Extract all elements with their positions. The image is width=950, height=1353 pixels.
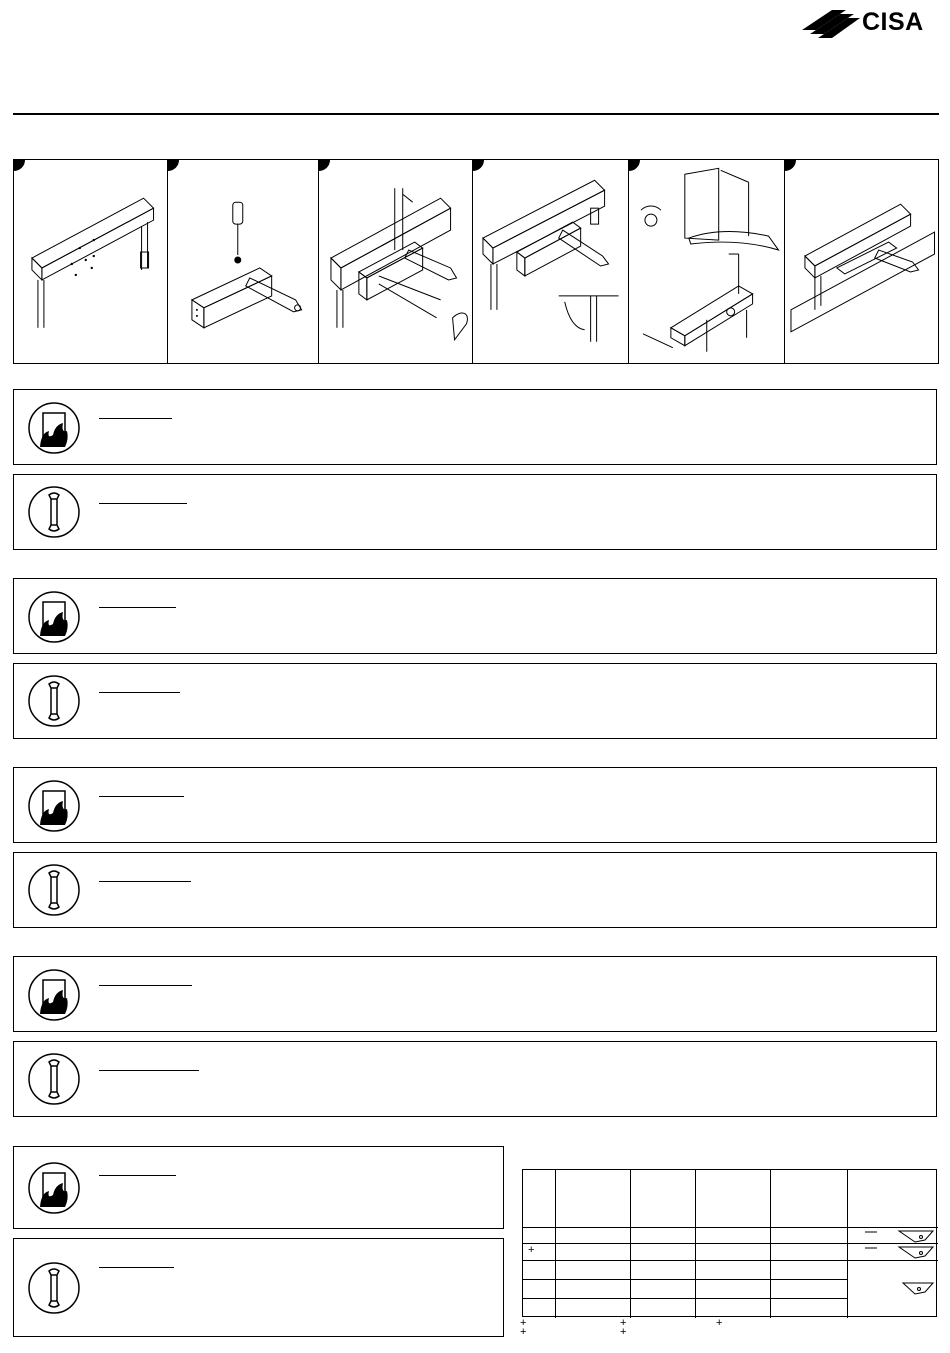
fix-closer-illustration (319, 160, 472, 363)
table-col-divider (695, 1170, 696, 1318)
fire-door-icon (27, 1161, 81, 1215)
arm-position-icon (863, 1246, 935, 1260)
section-2-fire-box (13, 578, 937, 654)
spec-table (522, 1169, 937, 1317)
table-col-divider (770, 1170, 771, 1318)
arm-screw-illustration (168, 160, 319, 363)
table-col-divider (630, 1170, 631, 1318)
arm-position-icon (863, 1230, 935, 1244)
section-1-fire-box (13, 389, 937, 465)
installation-steps (13, 159, 939, 364)
table-row-divider (523, 1279, 848, 1280)
cisa-logo (802, 6, 940, 38)
step-3-panel (319, 160, 473, 363)
wrench-icon (27, 1052, 81, 1106)
table-row-divider (523, 1260, 938, 1261)
section-heading-line (99, 597, 176, 608)
fire-door-icon (27, 401, 81, 455)
wrench-icon (27, 1261, 81, 1315)
wrench-icon (27, 485, 81, 539)
table-row-divider (523, 1227, 938, 1228)
section-heading-line (99, 1165, 176, 1176)
table-col-divider (847, 1170, 848, 1318)
section-5-tool-box (13, 1238, 504, 1337)
speed-adjust-illustration (629, 160, 784, 363)
table-note-marker: + (528, 1244, 535, 1256)
footnote-marker: + (620, 1326, 627, 1338)
section-3-fire-box (13, 767, 937, 843)
section-heading-line (99, 1060, 199, 1071)
section-2-tool-box (13, 663, 937, 739)
step-1-panel (14, 160, 168, 363)
section-heading-line (99, 871, 191, 882)
section-5-fire-box (13, 1146, 504, 1229)
step-5-panel (629, 160, 785, 363)
step-2-panel (168, 160, 320, 363)
table-row-divider (523, 1298, 848, 1299)
cisa-logo-stripes-icon (802, 6, 860, 38)
brand-name: CISA (862, 8, 924, 36)
step-4-panel (473, 160, 630, 363)
wall-mounting-illustration (14, 160, 167, 363)
section-heading-line (99, 408, 172, 419)
fire-door-icon (27, 968, 81, 1022)
section-3-tool-box (13, 852, 937, 928)
footnote-marker: + (716, 1317, 723, 1329)
footnote-marker: + (520, 1326, 527, 1338)
table-col-divider (555, 1170, 556, 1318)
footnote-marker: + (620, 1317, 627, 1329)
section-heading-line (99, 493, 187, 504)
header-rule (13, 113, 939, 115)
fire-door-icon (27, 590, 81, 644)
section-heading-line (99, 682, 180, 693)
final-assembly-illustration (785, 160, 939, 363)
fire-door-icon (27, 779, 81, 833)
wrench-icon (27, 674, 81, 728)
step-6-panel (785, 160, 939, 363)
arm-angle-illustration (473, 160, 629, 363)
section-heading-line (99, 975, 192, 986)
wrench-icon (27, 863, 81, 917)
section-1-tool-box (13, 474, 937, 550)
section-heading-line (99, 786, 184, 797)
section-4-fire-box (13, 956, 937, 1032)
section-heading-line (99, 1257, 174, 1268)
section-4-tool-box (13, 1041, 937, 1117)
footnote-marker: + (520, 1317, 527, 1329)
arm-position-icon (901, 1282, 935, 1296)
